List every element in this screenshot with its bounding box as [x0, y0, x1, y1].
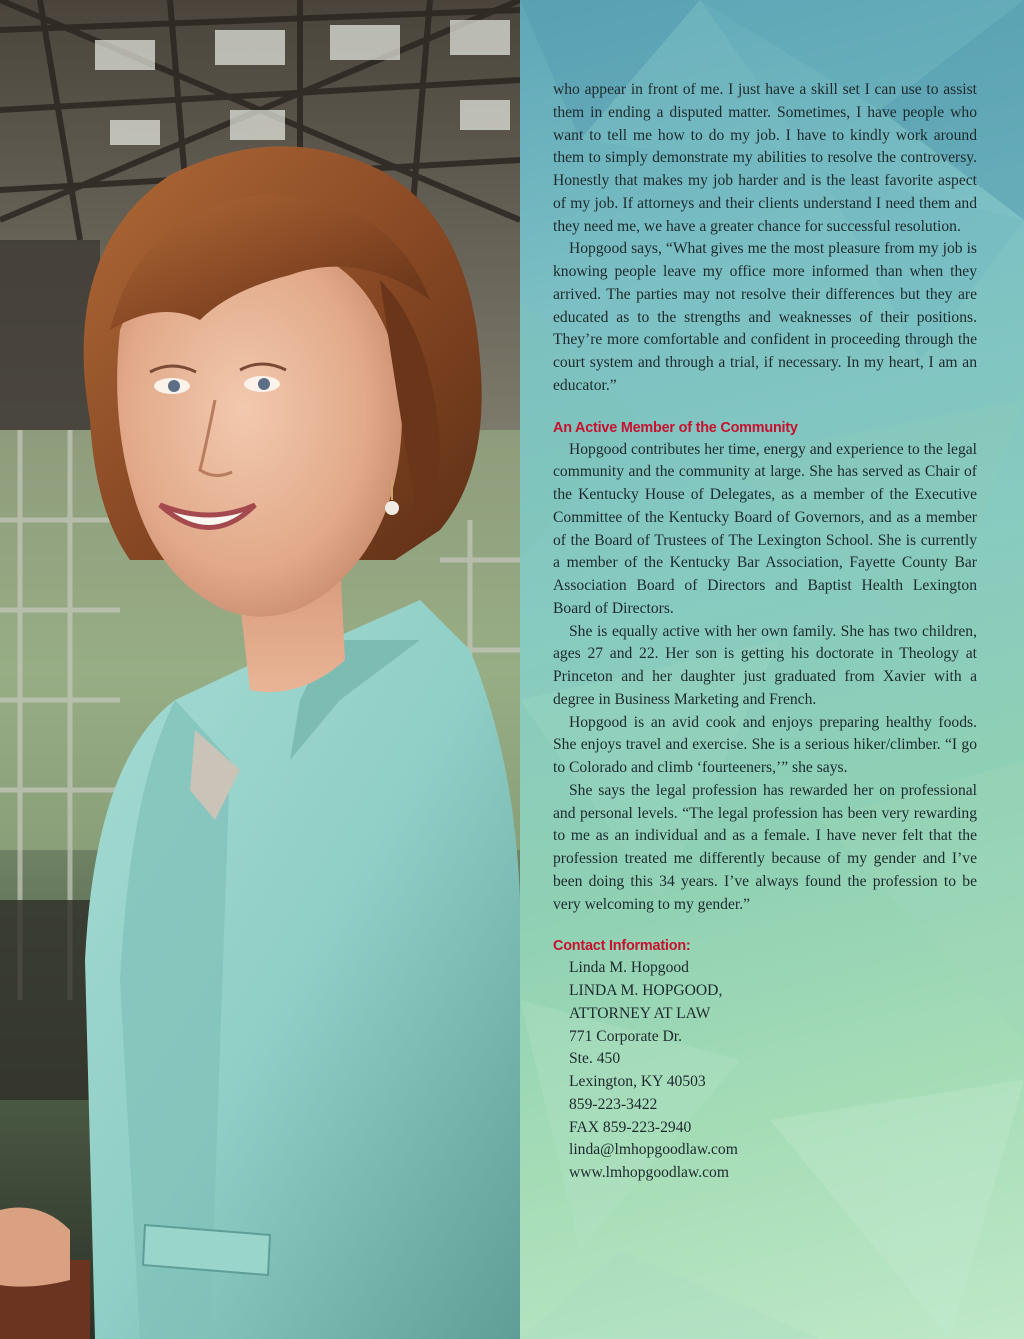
contact-email-link[interactable]: linda@lmhopgoodlaw.com [569, 1141, 738, 1159]
section-heading-community: An Active Member of the Community [553, 419, 798, 436]
contact-city: Lexington, KY 40503 [569, 1073, 706, 1090]
contact-block [553, 957, 977, 1185]
article-paragraph: Hopgood contributes her time, energy and experience to the legal community and the community at large. She has served as Chair of the Kentucky House of Delegates, as a member of the Executive Committee of the Kentucky Board of Governors, and as a member of the Board of Trustees of The Lexington School. She is currently a member of the Kentucky Bar Association, Fayette County Bar Association Board of Directors and Baptist Health Lexington Board of Directors. [553, 440, 977, 617]
contact-street: 771 Corporate Dr. [569, 1027, 683, 1045]
article-paragraph: Hopgood says, “What gives me the most pleasure from my job is knowing people leave my office more informed than when they arrived. The parties may not resolve their differences but they are educated as to the strengths and weaknesses of their positions. They’re more comfortable and confident in proceeding through the court system and through a trial, if necessary. In my heart, I am an educator.” [553, 240, 977, 394]
article-paragraph: who appear in front of me. I just have a skill set I can use to assist them in ending a disputed matter. Sometimes, I have people who want to tell me how to do my job. I have to kindly work around them to simply demonstrate my abilities to resolve the controversy. Honestly that makes my job harder and is the least favorite aspect of my job. If attorneys and their clients understand I need them and they need me, we have a greater chance for successful resolution. [553, 81, 977, 235]
article-paragraph: She says the legal profession has rewarded her on professional and personal levels. “The legal profession has been very rewarding to me as an individual and as a female. I have never felt that the profession treated me differently because of my gender and I’ve been doing this 34 years. I’ve always found the profession to be very welcoming to my gender.” [553, 781, 977, 913]
contact-fax: FAX 859-223-2940 [569, 1118, 692, 1136]
contact-firm-line2: ATTORNEY AT LAW [569, 1004, 711, 1022]
contact-name: Linda M. Hopgood [569, 959, 689, 977]
section-heading-contact: Contact Information: [553, 938, 691, 955]
contact-website-link[interactable]: www.lmhopgoodlaw.com [569, 1164, 729, 1181]
contact-phone[interactable]: 859-223-3422 [569, 1095, 658, 1113]
contact-suite: Ste. 450 [569, 1050, 621, 1068]
article-paragraph: She is equally active with her own family. She has two children, ages 27 and 22. Her son is getting his doctorate in Theology at Princeton and her daughter just graduated from Xavier with a degree in Business Marketing and French. [553, 622, 977, 708]
article-body [553, 79, 977, 1185]
article-panel [520, 0, 1024, 1339]
contact-firm-line1: LINDA M. HOPGOOD, [569, 982, 723, 999]
article-paragraph: Hopgood is an avid cook and enjoys preparing healthy foods. She enjoys travel and exercise. She is a serious hiker/climber. “I go to Colorado and climb ‘fourteeners,’” she says. [553, 713, 977, 776]
